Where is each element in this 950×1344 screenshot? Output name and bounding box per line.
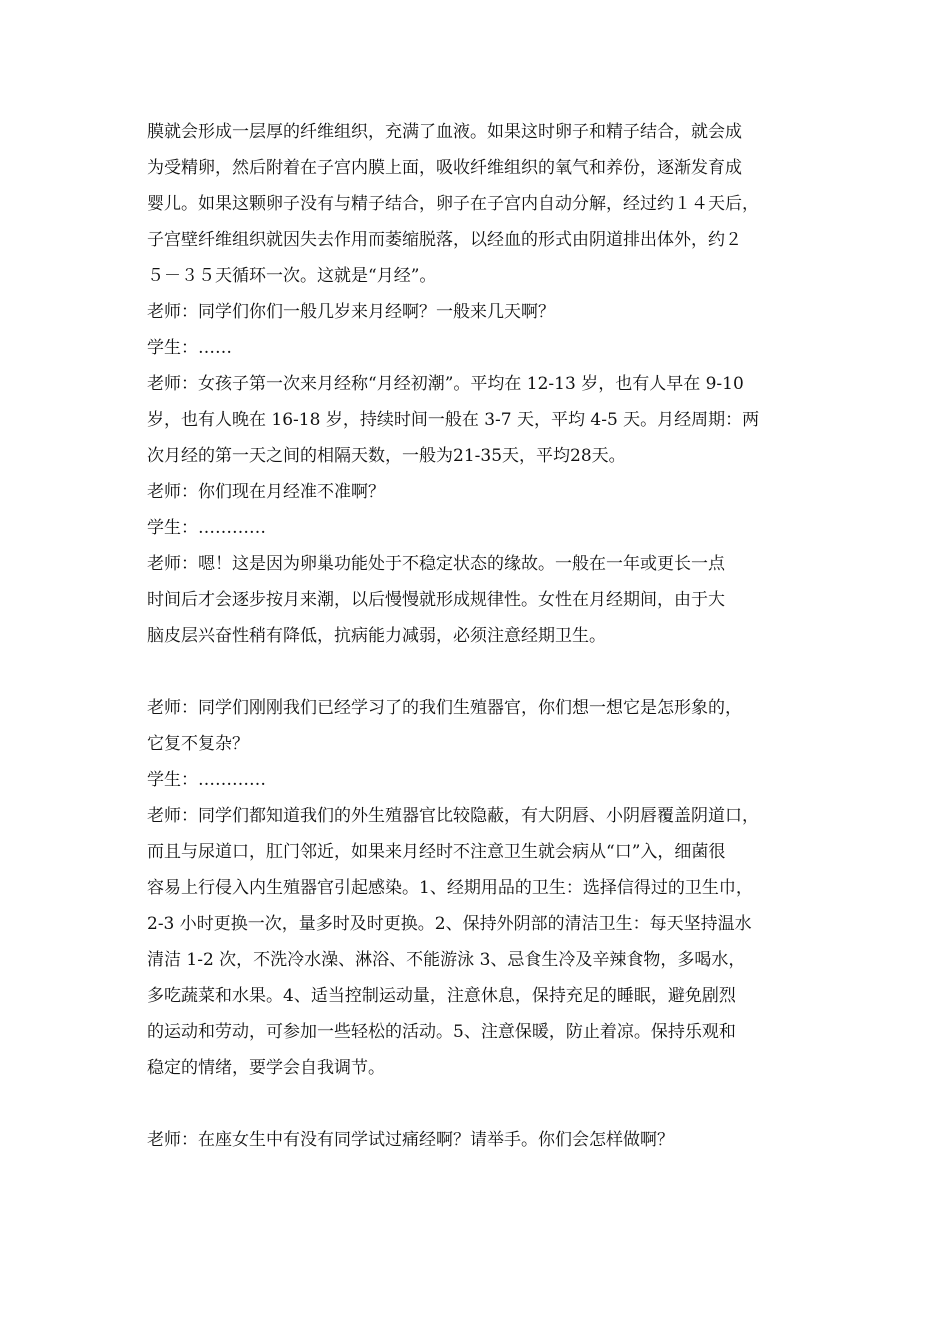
text-line: 2-3 小时更换一次，量多时及时更换。2、保持外阴部的清洁卫生：每天坚持温水: [147, 914, 752, 934]
dialogue-line: 老师：同学们都知道我们的外生殖器官比较隐蔽，有大阴唇、小阴唇覆盖阴道口，: [147, 806, 759, 826]
dialogue-line: 老师：女孩子第一次来月经称“月经初潮”。平均在 12-13 岁，也有人早在 9-10: [147, 374, 744, 394]
dialogue-line: 学生：…………: [147, 518, 266, 538]
text-line: 为受精卵，然后附着在子宫内膜上面，吸收纤维组织的氧气和养份，逐渐发育成: [147, 158, 742, 178]
text-line: 时间后才会逐步按月来潮，以后慢慢就形成规律性。女性在月经期间，由于大: [147, 590, 725, 610]
dialogue-line: 老师：嗯！这是因为卵巢功能处于不稳定状态的缘故。一般在一年或更长一点: [147, 554, 725, 574]
dialogue-line: 学生：……: [147, 338, 232, 358]
text-line: 多吃蔬菜和水果。4、适当控制运动量，注意休息，保持充足的睡眠，避免剧烈: [147, 986, 736, 1006]
text-line: ５－３５天循环一次。这就是“月经”。: [147, 266, 437, 286]
text-line: 它复不复杂？: [147, 734, 249, 754]
dialogue-line: 老师：同学们你们一般几岁来月经啊？一般来几天啊？: [147, 302, 555, 322]
dialogue-line: 老师：在座女生中有没有同学试过痛经啊？请举手。你们会怎样做啊？: [147, 1130, 674, 1150]
text-line: 稳定的情绪，要学会自我调节。: [147, 1058, 385, 1078]
dialogue-line: 学生：…………: [147, 770, 266, 790]
text-line: 子宫壁纤维组织就因失去作用而萎缩脱落，以经血的形式由阴道排出体外，约２: [147, 230, 742, 250]
text-line: 膜就会形成一层厚的纤维组织，充满了血液。如果这时卵子和精子结合，就会成: [147, 122, 742, 142]
text-line: 岁，也有人晚在 16-18 岁，持续时间一般在 3-7 天，平均 4-5 天。月经周期：两: [147, 410, 760, 430]
text-line: 脑皮层兴奋性稍有降低，抗病能力减弱，必须注意经期卫生。: [147, 626, 606, 646]
paragraph-gap: [147, 654, 850, 690]
text-line: 婴儿。如果这颗卵子没有与精子结合，卵子在子宫内自动分解，经过约１４天后，: [147, 194, 759, 214]
text-line: 清洁 1-2 次，不洗冷水澡、淋浴、不能游泳 3、忌食生冷及辛辣食物，多喝水，: [147, 950, 746, 970]
text-line: 而且与尿道口，肛门邻近，如果来月经时不注意卫生就会病从“口”入，细菌很: [147, 842, 726, 862]
dialogue-line: 老师：同学们刚刚我们已经学习了的我们生殖器官，你们想一想它是怎形象的，: [147, 698, 742, 718]
text-line: 的运动和劳动，可参加一些轻松的活动。5、注意保暖，防止着凉。保持乐观和: [147, 1022, 736, 1042]
dialogue-line: 老师：你们现在月经准不准啊？: [147, 482, 385, 502]
text-line: 次月经的第一天之间的相隔天数，一般为21-35天，平均28天。: [147, 446, 626, 466]
paragraph-gap: [147, 1086, 850, 1122]
text-line: 容易上行侵入内生殖器官引起感染。1、经期用品的卫生：选择信得过的卫生巾，: [147, 878, 753, 898]
